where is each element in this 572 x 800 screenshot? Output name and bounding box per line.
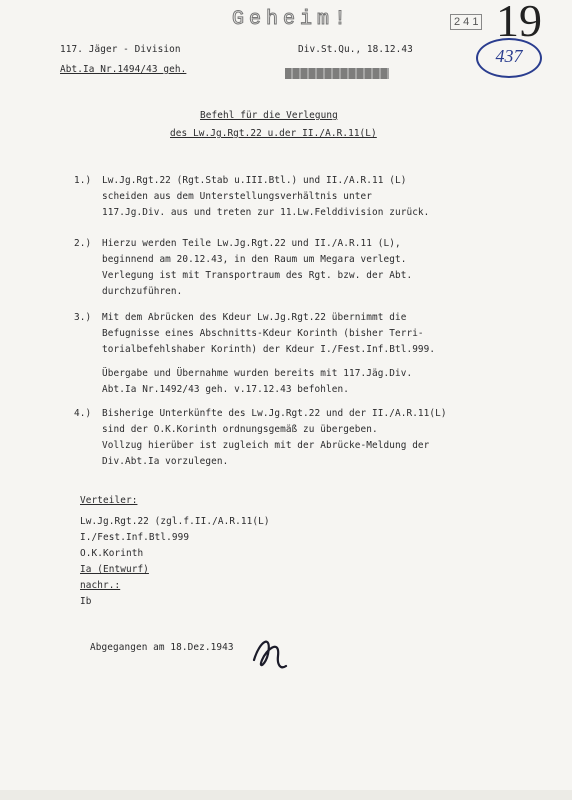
item-line: durchzuführen. xyxy=(102,286,183,297)
item-line: Vollzug hierüber ist zugleich mit der Abrücke-Meldung der xyxy=(102,440,430,451)
item-line: 117.Jg.Div. aus und treten zur 11.Lw.Felddivision zurück. xyxy=(102,207,430,218)
header-reference: Abt.Ia Nr.1494/43 geh. xyxy=(60,64,187,75)
item-line: Übergabe und Übernahme wurden bereits mit 117.Jäg.Div. xyxy=(102,368,413,379)
folio-number: 2 4 1 xyxy=(450,14,482,30)
item-line: Abt.Ia Nr.1492/43 geh. v.17.12.43 befohlen. xyxy=(102,384,350,395)
nachr-entry: Ib xyxy=(80,596,92,607)
item-number: 2.) xyxy=(74,238,92,249)
nachr-label: nachr.: xyxy=(80,580,121,591)
item-line: Bisherige Unterkünfte des Lw.Jg.Rgt.22 und der II./A.R.11(L) xyxy=(102,408,447,419)
circled-number xyxy=(476,38,542,78)
redacted-mark xyxy=(285,68,389,79)
item-number: 3.) xyxy=(74,312,92,323)
dispatch-note: Abgegangen am 18.Dez.1943 xyxy=(90,642,234,653)
distribution-label: Verteiler: xyxy=(80,495,138,506)
item-number: 1.) xyxy=(74,175,92,186)
header-unit: 117. Jäger - Division xyxy=(60,44,181,55)
item-number: 4.) xyxy=(74,408,92,419)
item-line: Mit dem Abrücken des Kdeur Lw.Jg.Rgt.22 übernimmt die xyxy=(102,312,407,323)
item-line: Hierzu werden Teile Lw.Jg.Rgt.22 und II./A.R.11 (L), xyxy=(102,238,401,249)
page-number: 19 xyxy=(496,0,542,46)
item-line: torialbefehlshaber Korinth) der Kdeur I./Fest.Inf.Btl.999. xyxy=(102,344,436,355)
item-line: Befugnisse eines Abschnitts-Kdeur Korinth (bisher Terri- xyxy=(102,328,424,339)
circled-number-text: 437 xyxy=(495,46,523,66)
page-edge xyxy=(0,790,572,800)
item-line: scheiden aus dem Unterstellungsverhältnis unter xyxy=(102,191,372,202)
item-line: sind der O.K.Korinth ordnungsgemäß zu übergeben. xyxy=(102,424,378,435)
item-line: Verlegung ist mit Transportraum des Rgt. bzw. der Abt. xyxy=(102,270,413,281)
item-line: beginnend am 20.12.43, in den Raum um Megara verlegt. xyxy=(102,254,407,265)
item-line: Div.Abt.Ia vorzulegen. xyxy=(102,456,229,467)
handwritten-initial xyxy=(250,630,292,674)
title-line-2: des Lw.Jg.Rgt.22 u.der II./A.R.11(L) xyxy=(170,128,377,139)
distribution-entry: Ia (Entwurf) xyxy=(80,564,149,575)
secret-stamp: Geheim! xyxy=(232,8,352,31)
distribution-entry: I./Fest.Inf.Btl.999 xyxy=(80,532,190,543)
distribution-entry: Lw.Jg.Rgt.22 (zgl.f.II./A.R.11(L) xyxy=(80,516,270,527)
distribution-entry: O.K.Korinth xyxy=(80,548,144,559)
title-line-1: Befehl für die Verlegung xyxy=(200,110,338,121)
header-place-date: Div.St.Qu., 18.12.43 xyxy=(298,44,413,55)
item-line: Lw.Jg.Rgt.22 (Rgt.Stab u.III.Btl.) und II./A.R.11 (L) xyxy=(102,175,407,186)
